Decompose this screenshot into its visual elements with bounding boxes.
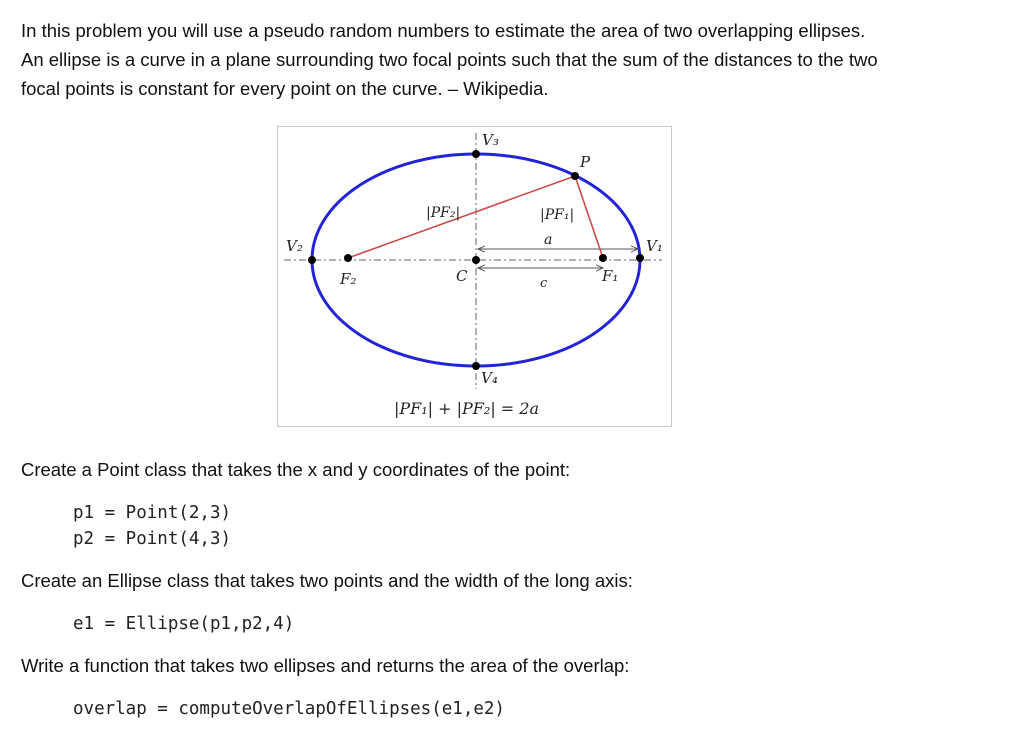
ellipse-heading: Create an Ellipse class that takes two points and the width of the long axis: xyxy=(21,570,633,591)
intro-line-2: An ellipse is a curve in a plane surrounding two focal points such that the sum of the distances to the two xyxy=(21,49,878,70)
intro-line-1: In this problem you will use a pseudo random numbers to estimate the area of two overlapping ellipses. xyxy=(21,20,866,41)
point-f1 xyxy=(599,254,607,262)
label-pf2: |PF₂| xyxy=(426,205,461,221)
ellipse-diagram-svg xyxy=(278,127,673,428)
label-a: a xyxy=(544,232,553,248)
equation: |PF₁| + |PF₂| = 2a xyxy=(394,399,539,418)
point-heading: Create a Point class that takes the x and y coordinates of the point: xyxy=(21,459,571,480)
label-f2: F₂ xyxy=(340,270,357,288)
point-v2 xyxy=(308,256,316,264)
label-c: c xyxy=(540,276,548,291)
overlap-heading: Write a function that takes two ellipses and returns the area of the overlap: xyxy=(21,655,630,676)
ellipse-code: e1 = Ellipse(p1,p2,4) xyxy=(73,614,295,634)
label-p: P xyxy=(580,153,591,171)
intro-line-3: focal points is constant for every point on the curve. – Wikipedia. xyxy=(21,78,549,99)
point-c xyxy=(472,256,480,264)
intro-paragraph xyxy=(21,16,1011,103)
label-pf1: |PF₁| xyxy=(540,207,575,223)
point-code: p1 = Point(2,3) p2 = Point(4,3) xyxy=(73,503,232,549)
label-v1: V₁ xyxy=(646,237,663,255)
point-v1 xyxy=(636,254,644,262)
label-v3: V₃ xyxy=(482,131,499,149)
label-c-point: C xyxy=(456,267,468,285)
label-f1: F₁ xyxy=(602,267,619,285)
point-p xyxy=(571,172,579,180)
overlap-code: overlap = computeOverlapOfEllipses(e1,e2) xyxy=(73,699,505,719)
label-v4: V₄ xyxy=(481,369,498,387)
ellipse-diagram xyxy=(277,126,672,427)
point-v3 xyxy=(472,150,480,158)
point-f2 xyxy=(344,254,352,262)
label-v2: V₂ xyxy=(286,237,303,255)
point-v4 xyxy=(472,362,480,370)
